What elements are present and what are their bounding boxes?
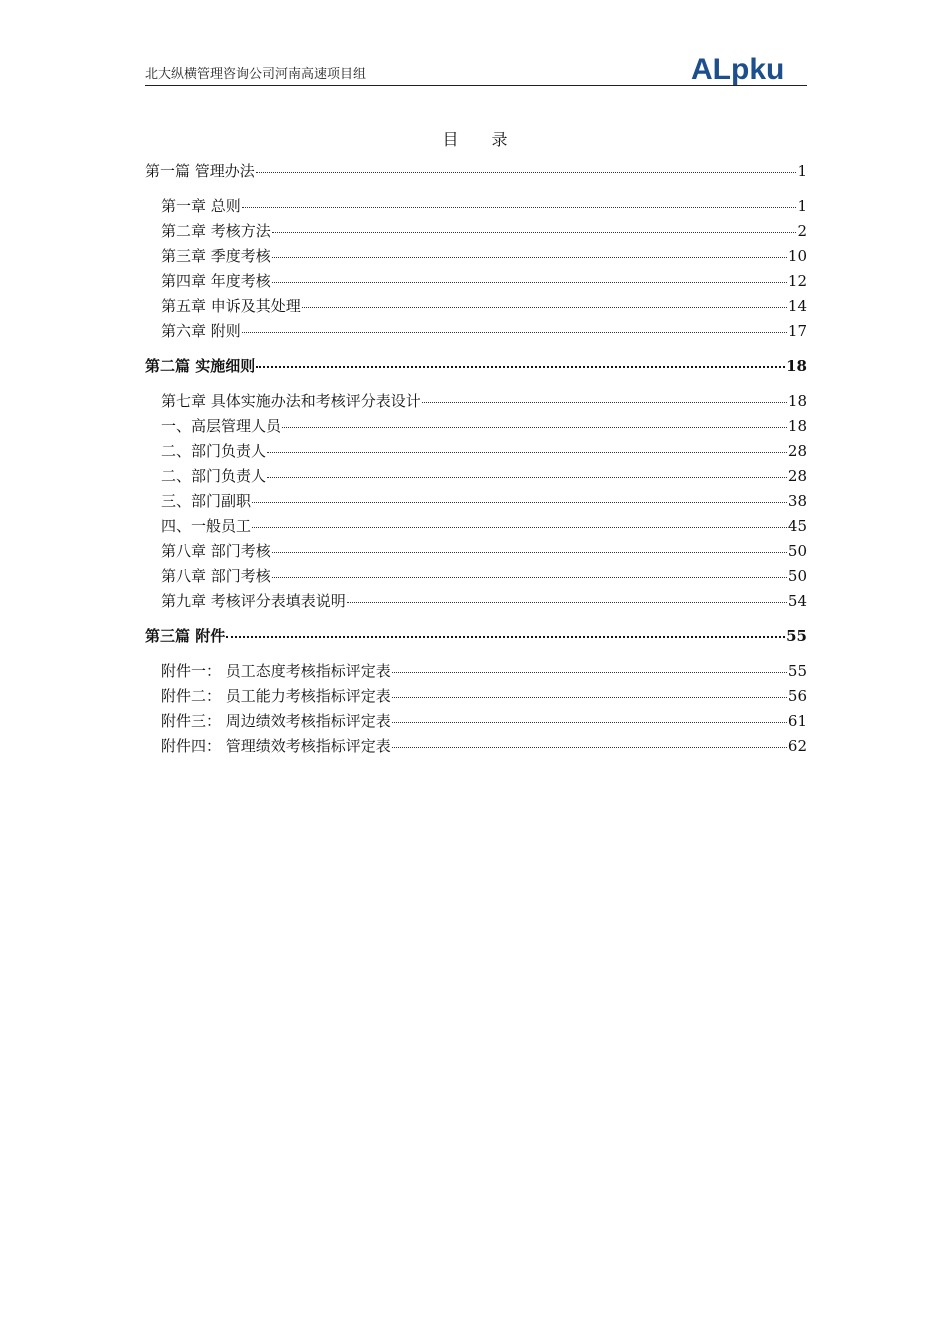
toc-leader-dots [252,526,787,528]
toc-entry[interactable] [145,540,807,562]
toc-entry-page: 18 [787,417,807,435]
toc-entry-page: 56 [787,687,807,705]
toc-leader-dots [267,451,787,453]
toc-leader-dots [256,365,785,368]
toc-entry[interactable] [145,685,807,707]
toc-leader-dots [272,551,787,553]
company-logo [689,51,807,85]
toc-entry-label: 附件二： 员工能力考核指标评定表 [161,687,391,705]
toc-entry-label: 三、部门副职 [161,492,252,510]
toc-entry[interactable] [145,295,807,317]
toc-leader-dots [256,171,797,173]
toc-entry-label: 附件一： 员工态度考核指标评定表 [161,662,391,680]
toc-leader-dots [392,721,787,723]
toc-entry[interactable] [145,515,807,537]
toc-entry-label: 第七章 具体实施办法和考核评分表设计 [161,392,421,410]
toc-entry[interactable] [145,245,807,267]
toc-entry[interactable] [145,270,807,292]
toc-entry-label: 第九章 考核评分表填表说明 [161,592,346,610]
toc-entry-label: 一、高层管理人员 [161,417,282,435]
toc-entry-page: 17 [787,322,807,340]
toc-entry-label: 第四章 年度考核 [161,272,271,290]
toc-entry-page: 28 [787,442,807,460]
header-title: 北大纵横管理咨询公司河南高速项目组 [145,67,367,82]
toc-entry-page: 1 [797,197,807,215]
toc-leader-dots [272,231,797,233]
toc-entry-page: 61 [787,712,807,730]
toc-leader-dots [422,401,787,403]
toc-entry-label: 第三章 季度考核 [161,247,271,265]
logo-text: ALpku [691,53,785,85]
toc-entry-label: 第八章 部门考核 [161,567,271,585]
toc-leader-dots [242,206,797,208]
toc-entry[interactable] [145,710,807,732]
toc-leader-dots [347,601,787,603]
toc-entry-label: 附件四： 管理绩效考核指标评定表 [161,737,391,755]
toc-leader-dots [302,306,787,308]
toc-entry-page: 62 [787,737,807,755]
toc-entry[interactable] [145,415,807,437]
toc-entry-page: 2 [797,222,807,240]
toc-entry-page: 55 [786,627,807,645]
toc-leader-dots [252,501,787,503]
toc-entry-label: 附件三： 周边绩效考核指标评定表 [161,712,391,730]
toc-entry-page: 28 [787,467,807,485]
toc-entry[interactable] [145,490,807,512]
toc-entry-label: 第五章 申诉及其处理 [161,297,301,315]
toc-entry[interactable] [145,660,807,682]
toc-entry-page: 45 [787,517,807,535]
toc-leader-dots [267,476,787,478]
toc-leader-dots [272,576,787,578]
toc-entry-label: 第一篇 管理办法 [145,162,255,180]
toc-entry-label: 第二章 考核方法 [161,222,271,240]
toc-entry[interactable] [145,465,807,487]
toc-entry[interactable] [145,625,807,647]
toc-entry-label: 第六章 附则 [161,322,241,340]
toc-entry-page: 12 [787,272,807,290]
toc-entry-label: 四、一般员工 [161,517,252,535]
toc-leader-dots [392,746,787,748]
toc-entry[interactable] [145,195,807,217]
toc-entry-page: 38 [787,492,807,510]
toc-entry-page: 1 [797,162,807,180]
toc-entry-page: 18 [787,392,807,410]
toc-entry[interactable] [145,220,807,242]
toc-entry-label: 第八章 部门考核 [161,542,271,560]
toc-entry[interactable] [145,355,807,377]
toc-entry-page: 50 [787,567,807,585]
toc-entry-page: 14 [787,297,807,315]
toc-leader-dots [392,671,787,673]
toc-leader-dots [392,696,787,698]
toc-leader-dots [272,256,787,258]
toc-entry-label: 第三篇 附件 [145,627,226,645]
toc-entry-label: 二、部门负责人 [161,442,267,460]
toc-entry[interactable] [145,440,807,462]
toc-leader-dots [282,426,787,428]
toc-entry[interactable] [145,390,807,412]
toc-entry[interactable] [145,590,807,612]
toc-leader-dots [226,635,785,638]
page-header [145,52,807,86]
toc-leader-dots [242,331,787,333]
toc-entry[interactable] [145,160,807,182]
toc-entry-page: 54 [787,592,807,610]
toc-entry-page: 18 [786,357,807,375]
toc-entry-page: 55 [787,662,807,680]
toc-entry-page: 50 [787,542,807,560]
toc-entry[interactable] [145,565,807,587]
toc-leader-dots [272,281,787,283]
toc-entry-label: 二、部门负责人 [161,467,267,485]
toc-entry-label: 第二篇 实施细则 [145,357,256,375]
toc-entry-page: 10 [787,247,807,265]
toc-entry-label: 第一章 总则 [161,197,241,215]
toc-entry[interactable] [145,735,807,757]
toc-entry[interactable] [145,320,807,342]
toc-title: 目 录 [442,130,522,149]
